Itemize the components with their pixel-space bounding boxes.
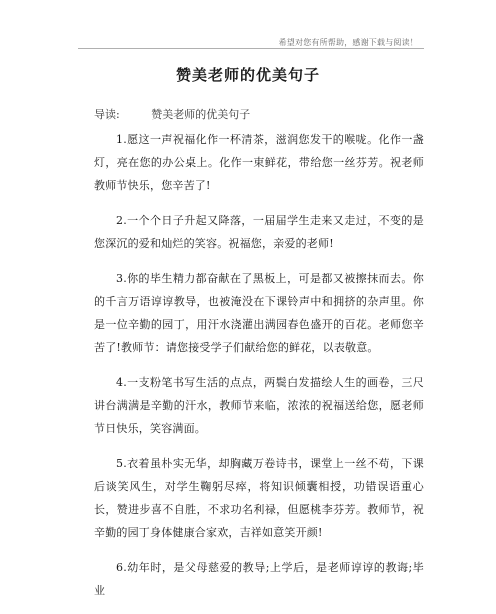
paragraph-5: 5.衣着虽朴实无华，却胸藏万卷诗书，课堂上一丝不苟，下课后谈笑风生，对学生鞠躬尽瘁，将知识倾囊相授，功错误语重心长，赞进步喜不自胜，不求功名利禄，但愿桃李芬芳。教师节，祝辛勤的园丁身体健康合家欢，吉祥如意笑开颜!: [94, 457, 424, 539]
header-note: 希望对您有所帮助，感谢下载与阅读！: [278, 38, 418, 47]
paragraph-3: 3.你的毕生精力都奋献在了黑板上，可是都又被擦抹而去。你的千言万语谆谆教导，也被淹没在下课铃声中和拥挤的杂声里。你是一位辛勤的园丁，用汗水浇灌出满园春色盛开的百花。老师您辛苦了!教师节：请您接受学子们献给您的鲜花，以表敬意。: [94, 272, 424, 354]
paragraph-1: 1.愿这一声祝福化作一杯清茶，滋润您发干的喉咙。化作一盏灯，亮在您的办公桌上。化作一束鲜花，带给您一丝芬芳。祝老师教师节快乐，您辛苦了!: [94, 133, 424, 192]
paragraph-4: 4.一支粉笔书写生活的点点，两鬓白发描绘人生的画卷，三尺讲台满满是辛勤的汗水，教师节来临，浓浓的祝福送给您，愿老师节日快乐，笑容满面。: [94, 376, 424, 435]
paragraph-2: 2.一个个日子升起又降落，一届届学生走来又走过，不变的是您深沉的爱和灿烂的笑容。祝福您，亲爱的老师!: [94, 214, 424, 250]
document-title: 赞美老师的优美句子: [175, 66, 320, 84]
header-rule: [78, 48, 424, 49]
document-content: [94, 128, 424, 614]
guide-text: 赞美老师的优美句子: [151, 108, 251, 121]
paragraph-6: 6.幼年时，是父母慈爱的教导;上学后，是老师谆谆的教诲;毕业: [94, 561, 424, 597]
guide-label: 导读:: [94, 108, 120, 121]
guide-line: [94, 106, 250, 122]
